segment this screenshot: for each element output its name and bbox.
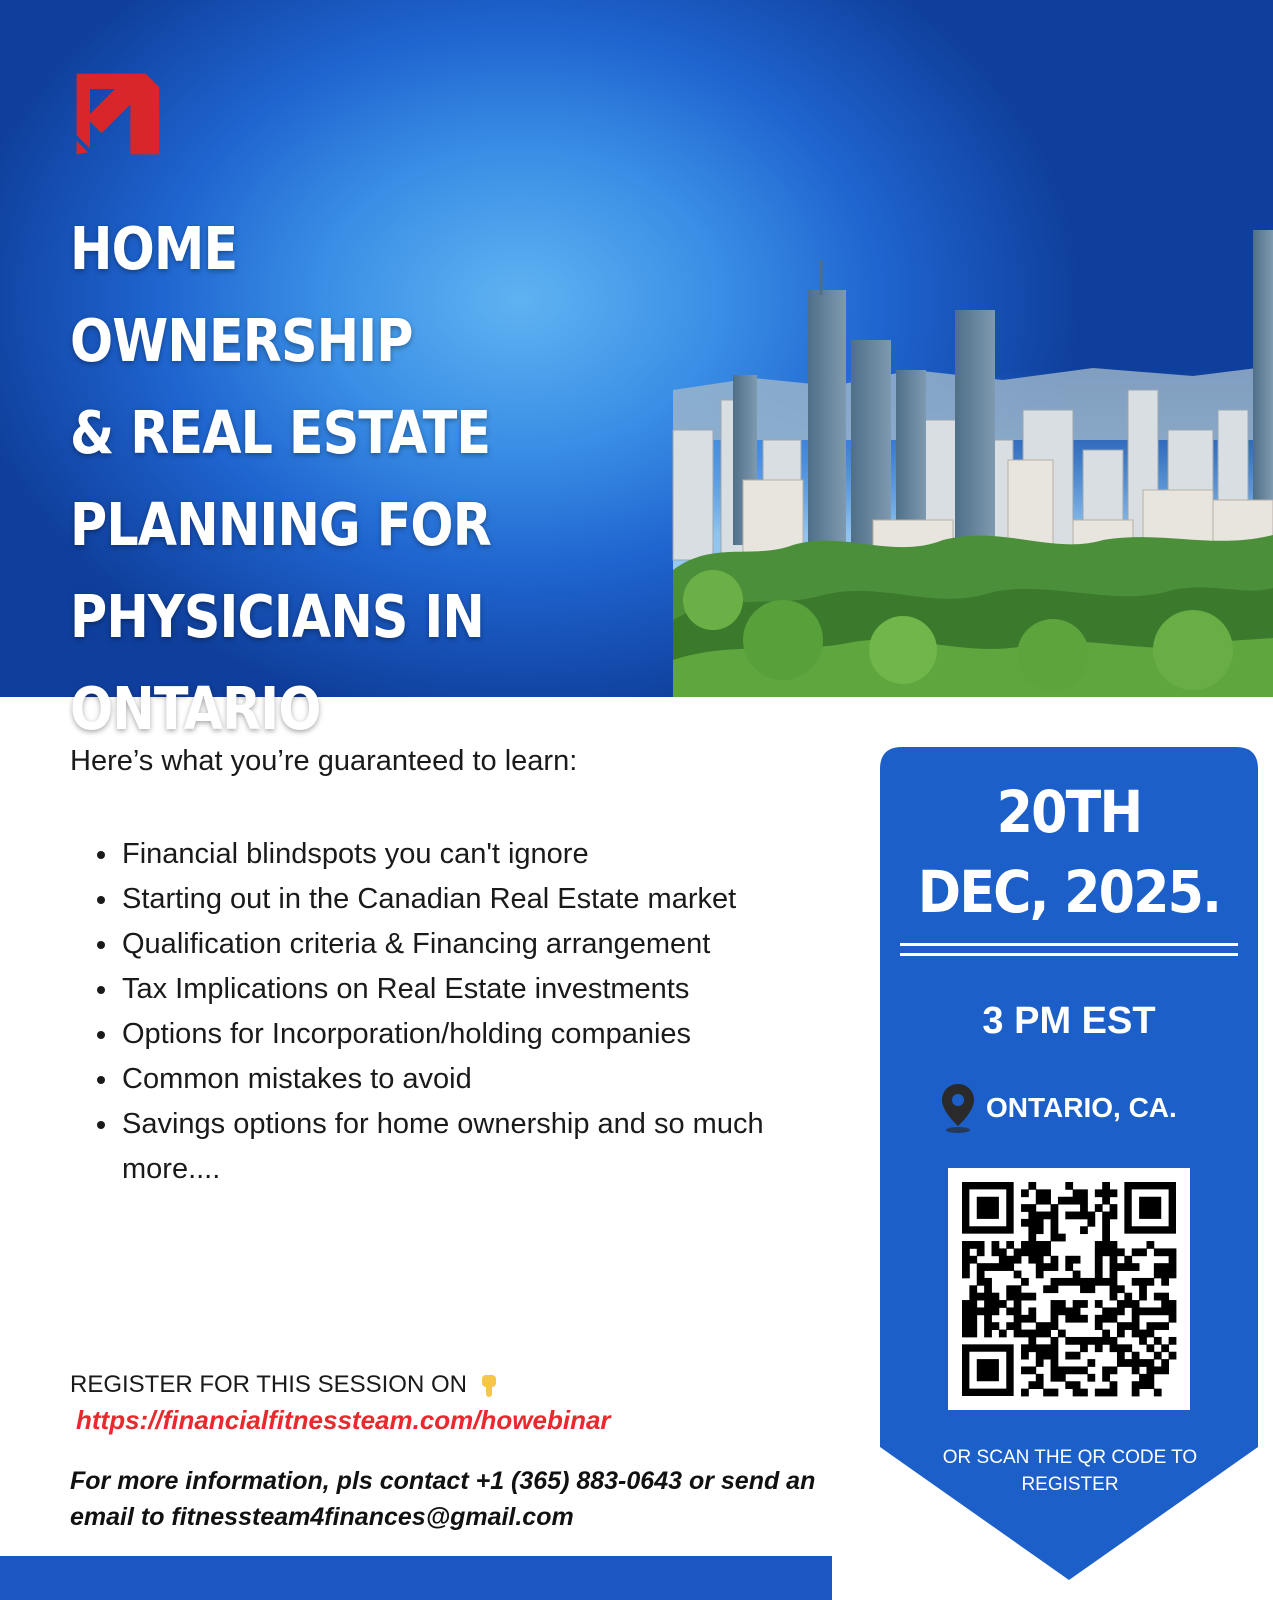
register-label — [70, 1371, 500, 1399]
location-pin-icon — [940, 1082, 976, 1134]
register-label-text: REGISTER FOR THIS SESSION ON — [70, 1371, 467, 1398]
event-time: 3 PM EST — [982, 1000, 1156, 1042]
city-skyline-image — [673, 240, 1273, 697]
list-item: • Financial blindspots you can't ignore — [120, 832, 840, 877]
title-line: PHYSICIANS IN — [70, 582, 485, 651]
location-text: ONTARIO, CA. — [986, 1092, 1177, 1123]
scan-instruction: OR SCAN THE QR CODE TO REGISTER — [942, 1447, 1198, 1495]
qr-code-graphic — [962, 1182, 1176, 1396]
title-line: ONTARIO — [70, 674, 321, 743]
title-line: & REAL ESTATE — [70, 398, 491, 467]
hero-banner — [0, 0, 1273, 743]
list-item: • Tax Implications on Real Estate investments — [120, 967, 840, 1012]
list-item: • Options for Incorporation/holding companies — [120, 1012, 840, 1057]
register-link[interactable]: https://financialfitnessteam.com/howebinar — [76, 1405, 611, 1435]
event-location — [940, 1082, 1177, 1134]
title-line: HOME OWNERSHIP — [70, 214, 413, 375]
list-item: • Savings options for home ownership and so much more.... — [120, 1102, 840, 1192]
list-item: • Starting out in the Canadian Real Estate market — [120, 877, 840, 922]
event-date-day: 20TH — [996, 778, 1142, 846]
learning-list — [70, 832, 840, 1192]
logo-icon — [66, 66, 164, 162]
title-line: PLANNING FOR — [70, 490, 491, 559]
bottom-bar — [0, 1556, 832, 1600]
qr-code[interactable] — [948, 1168, 1190, 1410]
divider — [900, 943, 1238, 946]
event-date-month-year: DEC, 2025. — [917, 858, 1221, 926]
learn-heading: Here’s what you’re guaranteed to learn: — [70, 745, 578, 777]
list-item: • Common mistakes to avoid — [120, 1057, 840, 1102]
pointing-down-icon — [478, 1373, 500, 1399]
divider — [900, 953, 1238, 956]
event-date — [899, 772, 1239, 932]
contact-info: For more information, pls contact +1 (365) 883-0643 or send an email to fitnessteam4finances@gmail.com — [70, 1467, 816, 1531]
page-title — [70, 203, 586, 755]
list-item: • Qualification criteria & Financing arrangement — [120, 922, 840, 967]
